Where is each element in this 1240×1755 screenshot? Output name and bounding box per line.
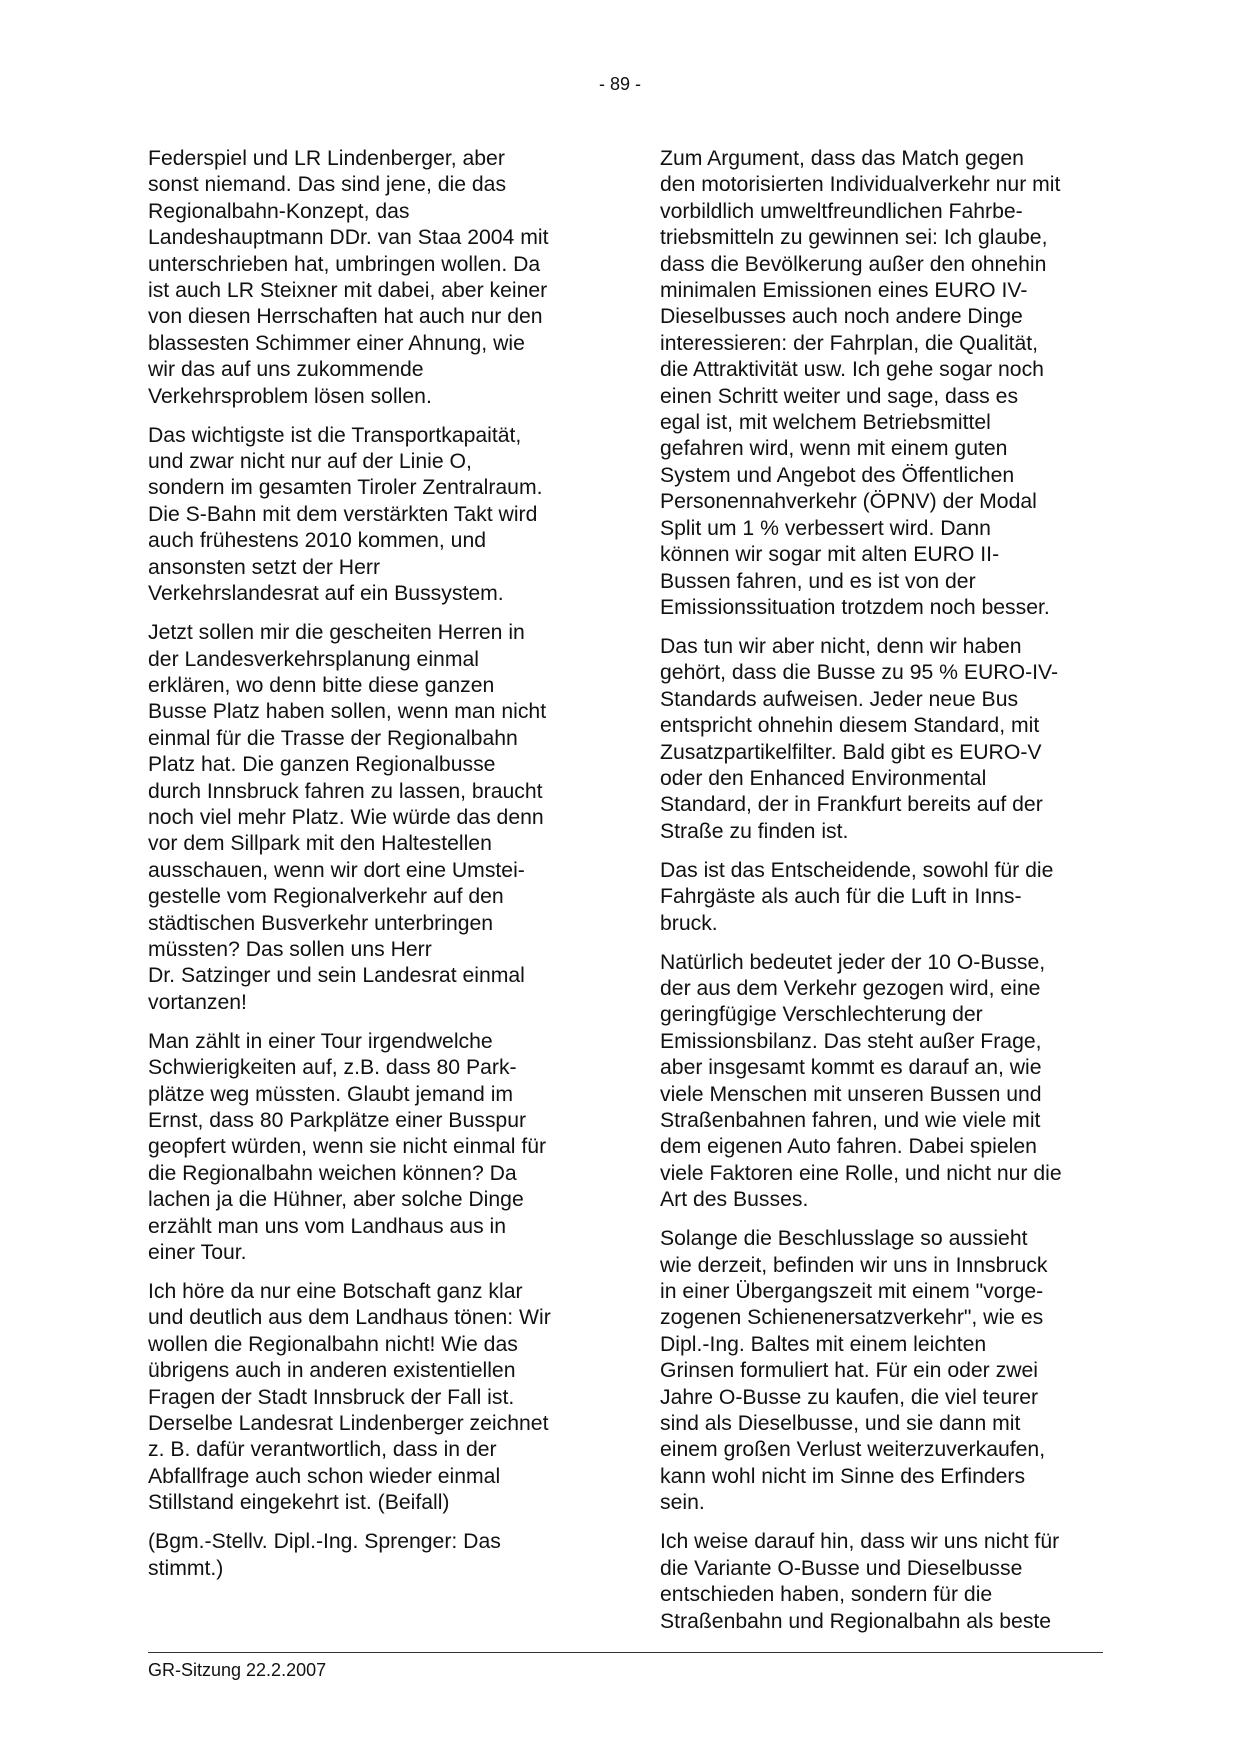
text-line: und zwar nicht nur auf der Linie O, (148, 450, 472, 474)
footer-divider (148, 1652, 1103, 1653)
text-line: Standards aufweisen. Jeder neue Bus (660, 687, 1019, 711)
text-line: Straßenbahnen fahren, und wie viele mit (660, 1109, 1041, 1132)
text-line: Das ist das Entscheidende, sowohl für die (660, 858, 1054, 882)
text-line: Zum Argument, dass das Match gegen (660, 147, 1024, 170)
text-line: einem großen Verlust weiterzuverkaufen, (660, 1438, 1046, 1462)
text-line: die Attraktivität usw. Ich gehe sogar noch (660, 358, 1044, 382)
text-line: entschieden haben, sondern für die (660, 1583, 993, 1607)
text-line: Fragen der Stadt Innsbruck der Fall ist. (148, 1385, 515, 1409)
right-column (660, 146, 1105, 1648)
paragraph (660, 858, 1105, 937)
text-line: lachen ja die Hühner, aber solche Dinge (148, 1188, 524, 1212)
text-line: Personennahverkehr (ÖPNV) der Modal (660, 490, 1037, 514)
text-line: können wir sogar mit alten EURO II- (660, 543, 1000, 567)
paragraph (660, 950, 1105, 1214)
text-line: Das wichtigste ist die Transportkapaität, (148, 423, 522, 447)
text-line: Emissionssituation trotzdem noch besser. (660, 595, 1050, 619)
text-line: gestelle vom Regionalverkehr auf den (148, 885, 504, 909)
footer-text: GR-Sitzung 22.2.2007 (148, 1660, 327, 1680)
text-line: vor dem Sillpark mit den Haltestellen (148, 832, 492, 856)
text-line: Platz hat. Die ganzen Regionalbusse (148, 753, 496, 777)
text-line: die Variante O-Busse und Dieselbusse (660, 1556, 1023, 1580)
text-line: Straße zu finden ist. (660, 819, 849, 843)
text-line: auch frühestens 2010 kommen, und (148, 529, 487, 553)
text-line: Federspiel und LR Lindenberger, aber (148, 147, 505, 170)
text-line: sondern im gesamten Tiroler Zentralraum. (148, 476, 543, 500)
text-line: Ernst, dass 80 Parkplätze einer Busspur (148, 1109, 527, 1132)
text-line: viele Menschen mit unseren Bussen und (660, 1082, 1042, 1106)
text-line: blassesten Schimmer einer Ahnung, wie (148, 331, 525, 355)
text-line: der Landesverkehrsplanung einmal (148, 647, 479, 671)
text-line: sind als Dieselbusse, und sie dann mit (660, 1412, 1021, 1436)
text-line: geopfert würden, wenn sie nicht einmal für (148, 1135, 547, 1159)
text-line: Dr. Satzinger und sein Landesrat einmal (148, 964, 525, 988)
text-line: Zusatzpartikelfilter. Bald gibt es EURO-V (660, 740, 1042, 764)
text-line: durch Innsbruck fahren zu lassen, braucht (148, 779, 543, 803)
text-line: von diesen Herrschaften hat auch nur den (148, 305, 543, 329)
text-line: geringfügige Verschlechterung der (660, 1003, 983, 1027)
text-line: wie derzeit, befinden wir uns in Innsbruck (660, 1253, 1048, 1277)
text-line: zogenen Schienenersatzverkehr", wie es (660, 1306, 1044, 1330)
text-line: Ich weise darauf hin, dass wir uns nicht für (660, 1530, 1060, 1554)
text-line: Ich höre da nur eine Botschaft ganz klar (148, 1280, 523, 1304)
text-line: gehört, dass die Busse zu 95 % EURO-IV- (660, 661, 1059, 685)
text-line: in einer Übergangszeit mit einem "vorge- (660, 1280, 1044, 1304)
text-line: wir das auf uns zukommende (148, 358, 424, 382)
text-line: der aus dem Verkehr gezogen wird, eine (660, 976, 1041, 1000)
text-line: vorbildlich umweltfreundlichen Fahrbe- (660, 199, 1023, 223)
paragraph (148, 620, 593, 1016)
text-line: Die S-Bahn mit dem verstärkten Takt wird (148, 502, 538, 526)
paragraph (148, 1279, 593, 1517)
text-line: Standard, der in Frankfurt bereits auf der (660, 793, 1043, 817)
text-line: Landeshauptmann DDr. van Staa 2004 mit (148, 226, 549, 250)
text-line: städtischen Busverkehr unterbringen (148, 911, 494, 935)
text-line: einen Schritt weiter und sage, dass es (660, 384, 1019, 408)
paragraph (148, 423, 593, 608)
text-line: Art des Busses. (660, 1188, 809, 1212)
text-line: Verkehrsproblem lösen sollen. (148, 384, 432, 408)
text-line: müssten? Das sollen uns Herr (148, 937, 432, 961)
paragraph (660, 634, 1105, 845)
text-line: aber insgesamt kommt es darauf an, wie (660, 1056, 1042, 1080)
text-line: und deutlich aus dem Landhaus tönen: Wir (148, 1306, 551, 1330)
text-line: entspricht ohnehin diesem Standard, mit (660, 714, 1040, 738)
text-line: erzählt man uns vom Landhaus aus in (148, 1214, 507, 1238)
text-line: einmal für die Trasse der Regionalbahn (148, 726, 518, 750)
text-line: unterschrieben hat, umbringen wollen. Da (148, 252, 541, 276)
text-line: Solange die Beschlusslage so aussieht (660, 1227, 1028, 1251)
text-line: egal ist, mit welchem Betriebsmittel (660, 411, 991, 435)
text-line: die Regionalbahn weichen können? Da (148, 1161, 517, 1185)
text-line: Fahrgäste als auch für die Luft in Inns- (660, 885, 1022, 909)
text-line: oder den Enhanced Environmental (660, 766, 987, 790)
text-line: stimmt.) (148, 1556, 224, 1580)
text-line: wollen die Regionalbahn nicht! Wie das (148, 1332, 518, 1356)
text-line: dass die Bevölkerung außer den ohnehin (660, 252, 1047, 276)
text-line: triebsmitteln zu gewinnen sei: Ich glaube, (660, 226, 1048, 250)
text-line: einer Tour. (148, 1241, 247, 1265)
text-line: Natürlich bedeutet jeder der 10 O-Busse, (660, 950, 1046, 974)
paragraph (660, 1226, 1105, 1516)
text-line: Grinsen formuliert hat. Für ein oder zwei (660, 1359, 1038, 1383)
text-line: Jetzt sollen mir die gescheiten Herren in (148, 621, 525, 645)
text-line: Regionalbahn-Konzept, das (148, 199, 410, 223)
text-line: Jahre O-Busse zu kaufen, die viel teurer (660, 1385, 1039, 1409)
text-line: Split um 1 % verbessert wird. Dann (660, 516, 991, 540)
text-line: Dipl.-Ing. Baltes mit einem leichten (660, 1332, 987, 1356)
text-line: noch viel mehr Platz. Wie würde das denn (148, 805, 544, 829)
page-number: - 89 - (598, 74, 641, 94)
text-line: interessieren: der Fahrplan, die Qualität, (660, 331, 1039, 355)
text-line: Straßenbahn und Regionalbahn als beste (660, 1609, 1052, 1633)
paragraph (148, 146, 593, 410)
text-line: gefahren wird, wenn mit einem guten (660, 437, 1008, 461)
text-line: dem eigenen Auto fahren. Dabei spielen (660, 1135, 1037, 1159)
left-column (148, 146, 593, 1595)
text-line: bruck. (660, 911, 718, 935)
text-line: ansonsten setzt der Herr (148, 555, 380, 579)
paragraph (660, 146, 1105, 621)
text-line: ausschauen, wenn wir dort eine Umstei- (148, 858, 525, 882)
text-line: kann wohl nicht im Sinne des Erfinders (660, 1464, 1026, 1488)
text-line: minimalen Emissionen eines EURO IV- (660, 279, 1028, 303)
text-line: Abfallfrage auch schon wieder einmal (148, 1464, 501, 1488)
text-line: Stillstand eingekehrt ist. (Beifall) (148, 1491, 450, 1515)
text-line: Bussen fahren, und es ist von der (660, 569, 976, 593)
text-line: (Bgm.-Stellv. Dipl.-Ing. Sprenger: Das (148, 1530, 501, 1554)
text-line: plätze weg müssten. Glaubt jemand im (148, 1082, 514, 1106)
text-line: vortanzen! (148, 990, 247, 1014)
paragraph (148, 1029, 593, 1267)
text-line: Busse Platz haben sollen, wenn man nicht (148, 700, 547, 724)
text-line: Dieselbusses auch noch andere Dinge (660, 305, 1023, 329)
text-line: Schwierigkeiten auf, z.B. dass 80 Park- (148, 1056, 517, 1080)
text-line: Man zählt in einer Tour irgendwelche (148, 1029, 493, 1053)
text-line: ist auch LR Steixner mit dabei, aber keiner (148, 279, 548, 303)
text-line: Das tun wir aber nicht, denn wir haben (660, 634, 1022, 658)
paragraph (660, 1529, 1105, 1635)
text-line: übrigens auch in anderen existentiellen (148, 1359, 516, 1383)
paragraph (148, 1529, 593, 1582)
text-line: Derselbe Landesrat Lindenberger zeichnet (148, 1412, 549, 1436)
text-line: System und Angebot des Öffentlichen (660, 463, 1015, 487)
text-line: den motorisierten Individualverkehr nur mit (660, 173, 1061, 197)
text-line: Emissionsbilanz. Das steht außer Frage, (660, 1029, 1042, 1053)
text-line: z. B. dafür verantwortlich, dass in der (148, 1438, 497, 1462)
text-line: Verkehrslandesrat auf ein Bussystem. (148, 582, 504, 606)
text-line: sonst niemand. Das sind jene, die das (148, 173, 507, 197)
text-line: erklären, wo denn bitte diese ganzen (148, 673, 495, 697)
text-line: sein. (660, 1491, 705, 1515)
text-line: viele Faktoren eine Rolle, und nicht nur die (660, 1161, 1062, 1185)
